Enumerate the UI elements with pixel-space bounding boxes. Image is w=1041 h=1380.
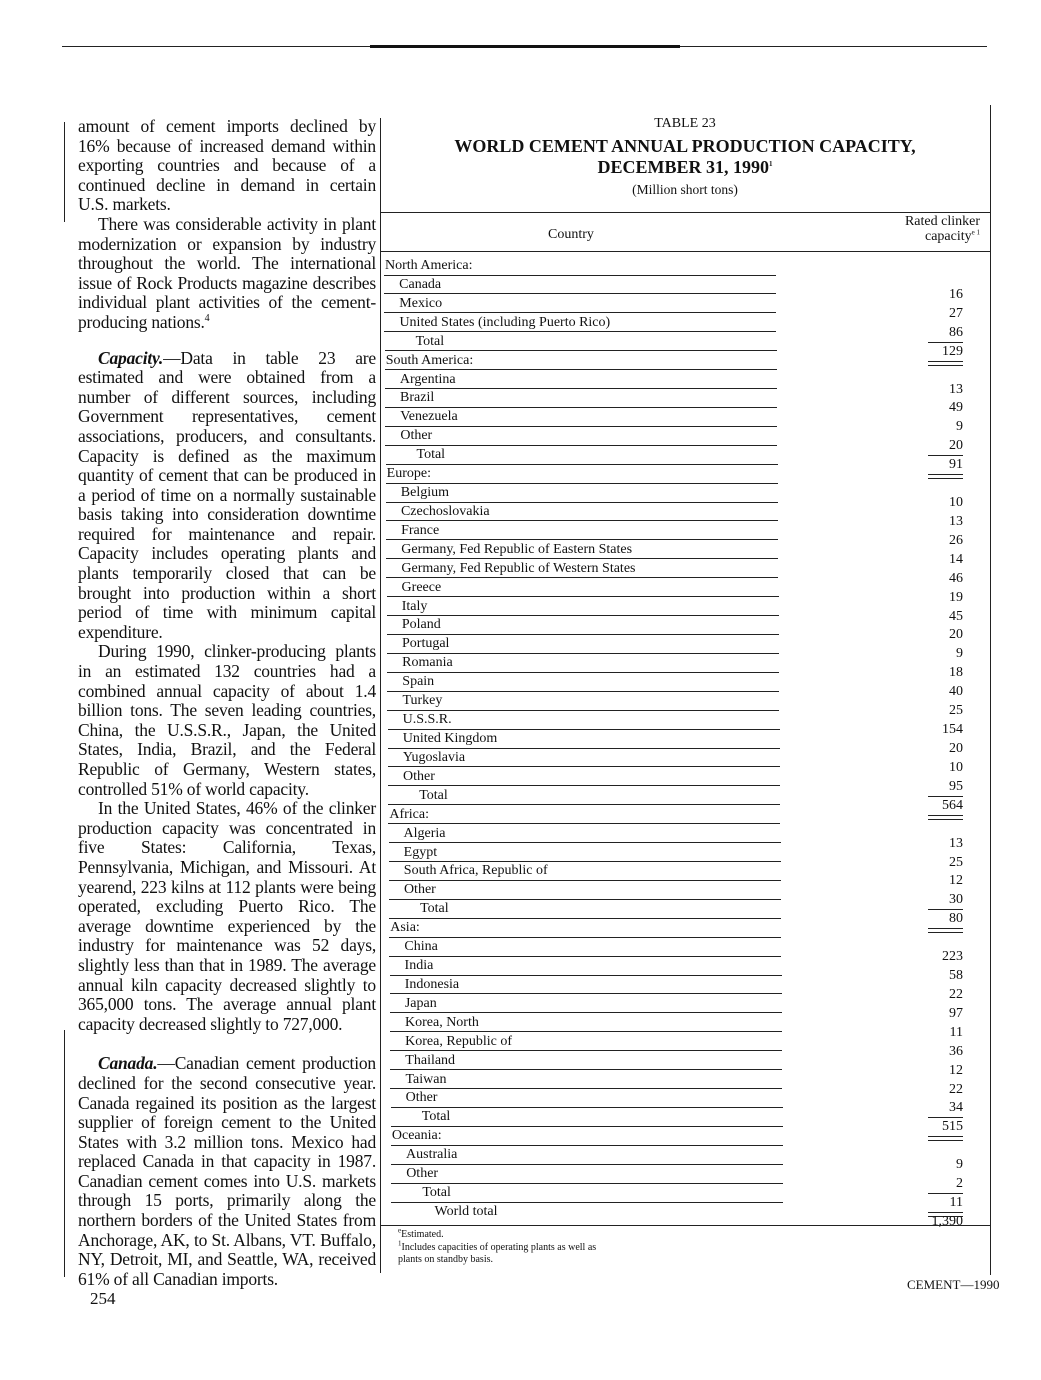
- paragraph-canada: [78, 1054, 376, 1289]
- row-leader-line: [391, 1126, 783, 1127]
- row-value: 30: [949, 892, 963, 908]
- row-label: South America:: [385, 352, 474, 368]
- footnote-standby: [398, 1239, 597, 1266]
- row-leader-line: [390, 1088, 782, 1089]
- row-value: 20: [949, 741, 963, 756]
- row-leader-line: [389, 899, 781, 900]
- row-value: 49: [949, 400, 963, 416]
- row-label: Poland: [401, 617, 441, 633]
- subtotal-rule: [928, 1193, 963, 1194]
- row-leader-line: [390, 1012, 782, 1013]
- right-margin-rule: [990, 105, 991, 1275]
- column-header-capacity: [880, 214, 980, 244]
- row-leader-line: [388, 766, 780, 767]
- row-label: Asia:: [390, 920, 420, 936]
- row-leader-line: [385, 388, 777, 389]
- row-label: Venezuela: [400, 409, 458, 425]
- row-label: Germany, Fed Republic of Western States: [401, 560, 636, 576]
- row-label: Taiwan: [405, 1071, 447, 1087]
- row-leader-line: [387, 596, 779, 597]
- row-leader-line: [391, 1145, 783, 1146]
- row-label: Argentina: [399, 371, 456, 387]
- paragraph-capacity: [78, 349, 376, 643]
- row-label: Other: [406, 1166, 439, 1182]
- row-value: 36: [949, 1043, 963, 1059]
- row-value: 22: [949, 986, 963, 1002]
- row-leader-line: [386, 483, 778, 484]
- row-label: Other: [403, 882, 436, 898]
- footnote-ref-4: 4: [204, 313, 210, 325]
- row-leader-line: [385, 407, 777, 408]
- page-number: 254: [90, 1289, 116, 1308]
- row-value: 10: [949, 759, 963, 775]
- table-title-note: 1: [769, 160, 773, 168]
- row-value: 564: [942, 797, 963, 813]
- running-footer: CEMENT—1990: [907, 1277, 1000, 1292]
- row-label: Portugal: [402, 636, 450, 652]
- row-leader-line: [388, 823, 780, 824]
- row-value: 11: [949, 1024, 963, 1040]
- row-leader-line: [391, 1164, 783, 1165]
- row-leader-line: [388, 729, 780, 730]
- row-label: Korea, North: [405, 1014, 479, 1030]
- footnote-standby-mark: 1: [398, 1239, 402, 1248]
- row-leader-line: [387, 691, 779, 692]
- paragraph-capacity-text: —Data in table 23 are estimated and were obtained from a number of different sources, including Government representatives, cement associations, producers, and consultants. Capacity is defined as the maximum quantity of cement that can be produced in a period of time on a normally sustainable basis taking into consideration downtime required for maintenance and repair. Capacity includes operating plants and plants temporarily closed that can be brought into production within a short period of time with minimum capital expenditure.: [78, 347, 376, 642]
- row-value: 86: [949, 324, 963, 340]
- row-label: Canada: [399, 276, 442, 292]
- row-leader-line: [390, 975, 782, 976]
- paragraph-modernization: [78, 215, 376, 333]
- row-label: Oceania:: [391, 1128, 442, 1144]
- row-label: Mexico: [399, 295, 443, 311]
- row-value: 9: [956, 419, 963, 435]
- row-leader-line: [385, 350, 777, 351]
- row-value: 26: [949, 532, 963, 548]
- canada-heading: Canada.: [98, 1053, 158, 1074]
- table-title-date: DECEMBER 31, 1990: [597, 157, 769, 177]
- row-label: Greece: [401, 579, 442, 595]
- table-header-bottom-rule: [380, 251, 990, 252]
- row-label: Belgium: [400, 485, 450, 501]
- table-units: (Million short tons): [632, 182, 738, 197]
- table-title: [380, 136, 990, 178]
- left-margin-rule-lower: [64, 1030, 65, 1277]
- row-value: 18: [949, 665, 963, 681]
- table-header-top-rule: [380, 212, 990, 213]
- row-value: 9: [956, 646, 963, 662]
- column-header-capacity-line2: [880, 229, 980, 244]
- subtotal-rule: [928, 455, 963, 456]
- row-value: 13: [949, 835, 963, 851]
- row-label: Egypt: [403, 844, 438, 860]
- row-label: Indonesia: [404, 976, 460, 992]
- row-label: Australia: [406, 1147, 458, 1163]
- total-double-rule: [928, 928, 963, 933]
- subtotal-rule: [928, 796, 963, 797]
- row-label: Africa:: [389, 806, 429, 822]
- row-label: Total: [422, 1185, 451, 1201]
- row-leader-line: [387, 634, 779, 635]
- row-label: North America:: [385, 258, 473, 273]
- paragraph-1990-plants: During 1990, clinker-producing plants in an estimated 132 countries had a combined annual capacity of about 1.4 billion tons. The seven leading countries, China, the U.S.S.R., Japan, the United States, India, Brazil, and the Federal Republic of Germany, Western states, controlled 51% of world capacity.: [78, 641, 376, 799]
- row-leader-line: [390, 1031, 782, 1032]
- row-value: 14: [949, 551, 963, 567]
- row-leader-line: [390, 1050, 782, 1051]
- row-leader-line: [391, 1202, 783, 1203]
- row-label: Czechoslovakia: [400, 503, 490, 519]
- row-leader-line: [387, 653, 779, 654]
- row-leader-line: [389, 842, 781, 843]
- row-leader-line: [390, 1069, 782, 1070]
- row-label: Total: [420, 901, 449, 917]
- row-label: Total: [415, 333, 445, 349]
- row-leader-line: [384, 275, 776, 276]
- row-value: 20: [949, 438, 963, 454]
- row-value: 27: [949, 305, 963, 321]
- top-rule-accent: [370, 45, 680, 48]
- row-leader-line: [389, 956, 781, 957]
- row-value: 34: [949, 1100, 963, 1116]
- row-label: Germany, Fed Republic of Eastern States: [401, 541, 633, 557]
- paragraph-united-states: In the United States, 46% of the clinker production capacity was concentrated in five States: California, Texas, Pennsylvania, Michigan, and Missouri. At yearend, 223 kilns at 112 plants were being operated, excluding Puerto Rico. The average downtime experienced by the industry for maintenance was 52 days, slightly less than that in 1989. The average annual kiln capacity decreased slightly to 365,000 tons. The average annual plant capacity decreased slightly to 727,000.: [78, 798, 376, 1034]
- subtotal-rule: [928, 342, 963, 343]
- row-leader-line: [384, 331, 776, 332]
- row-leader-line: [388, 785, 780, 786]
- row-value: 25: [949, 854, 963, 870]
- row-leader-line: [388, 804, 780, 805]
- total-double-rule: [928, 474, 963, 479]
- total-double-rule: [928, 1136, 963, 1141]
- row-label: India: [404, 958, 434, 974]
- row-leader-line: [390, 993, 782, 994]
- row-value: 25: [949, 703, 963, 719]
- row-label: United States (including Puerto Rico): [399, 314, 611, 330]
- row-leader-line: [389, 861, 781, 862]
- row-value: 97: [949, 1005, 963, 1021]
- row-label: South Africa, Republic of: [403, 863, 548, 879]
- row-leader-line: [385, 369, 777, 370]
- row-value: 16: [949, 286, 963, 302]
- row-value: 12: [949, 873, 963, 889]
- table-bottom-rule: [380, 1225, 990, 1226]
- paragraph-imports: amount of cement imports declined by 16% because of increased demand within exporting countries and because of a continued decline in demand in certain U.S. markets.: [78, 116, 376, 215]
- row-label: Turkey: [402, 693, 443, 709]
- row-label: Other: [405, 1090, 438, 1106]
- row-leader-line: [386, 502, 778, 503]
- column-header-country: Country: [548, 227, 594, 242]
- row-leader-line: [384, 293, 776, 294]
- row-leader-line: [386, 558, 778, 559]
- footnote-standby-line2: plants on standby basis.: [398, 1254, 493, 1265]
- row-value: 223: [942, 949, 963, 965]
- row-value: 1,390: [931, 1214, 963, 1229]
- row-leader-line: [386, 539, 778, 540]
- row-label: Total: [421, 1109, 451, 1125]
- table-title-line2: [380, 157, 990, 178]
- subtotal-rule: [928, 909, 963, 910]
- row-value: 45: [949, 608, 963, 624]
- row-label: Romania: [402, 655, 453, 671]
- column-header-capacity-note: e 1: [971, 228, 980, 237]
- row-value: 20: [949, 627, 963, 643]
- paragraph-modernization-text: There was considerable activity in plant modernization or expansion by industry throughout the world. The international issue of Rock Products magazine describes individual plant activities of the cement-producing nations.: [78, 213, 376, 332]
- footnote-estimated-text: Estimated.: [401, 1229, 444, 1240]
- row-leader-line: [387, 672, 779, 673]
- row-value: 9: [956, 1157, 963, 1173]
- footnote-estimated: [398, 1226, 444, 1241]
- row-leader-line: [389, 937, 781, 938]
- row-leader-line: [385, 445, 777, 446]
- total-double-rule: [928, 815, 963, 820]
- row-label: Korea, Republic of: [405, 1033, 513, 1049]
- row-leader-line: [389, 880, 781, 881]
- row-value: 10: [949, 495, 963, 511]
- row-label: China: [404, 939, 438, 955]
- column-header-capacity-word: capacity: [925, 229, 972, 244]
- footnote-estimated-mark: e: [398, 1226, 402, 1235]
- row-value: 80: [949, 911, 963, 927]
- row-label: Total: [419, 787, 448, 803]
- footnote-standby-line1: Includes capacities of operating plants as well as: [401, 1242, 597, 1253]
- table-title-line1: WORLD CEMENT ANNUAL PRODUCTION CAPACITY,: [454, 136, 916, 156]
- row-value: 13: [949, 381, 963, 397]
- row-label: France: [401, 522, 440, 538]
- row-value: 2: [956, 1176, 963, 1192]
- row-label: Spain: [402, 674, 435, 690]
- row-value: 515: [942, 1119, 963, 1135]
- row-leader-line: [388, 748, 780, 749]
- row-value: 129: [942, 343, 963, 359]
- row-leader-line: [389, 918, 781, 919]
- column-divider: [380, 118, 381, 1273]
- row-leader-line: [384, 312, 776, 313]
- row-label: United Kingdom: [402, 731, 498, 746]
- row-value: 58: [949, 968, 963, 984]
- row-value: 19: [949, 589, 963, 605]
- row-label: Algeria: [403, 825, 446, 841]
- row-leader-line: [387, 710, 779, 711]
- row-value: 91: [949, 457, 963, 473]
- row-label: Yugoslavia: [402, 749, 466, 765]
- total-double-rule: [928, 361, 963, 366]
- row-leader-line: [386, 577, 778, 578]
- capacity-heading: Capacity.: [98, 347, 164, 368]
- row-label: Thailand: [405, 1052, 456, 1068]
- row-label: Brazil: [400, 390, 435, 406]
- row-value: 95: [949, 778, 963, 794]
- row-value: 11: [949, 1195, 963, 1211]
- row-label: Other: [400, 428, 433, 444]
- paragraph-canada-text: —Canadian cement production declined for the second consecutive year. Canada regained its position as the largest supplier of foreign cement to the United States with 3.2 million tons. Mexico had replaced Canada in that capacity in 1987. Canadian cement comes into U.S. markets through 15 ports, primarily along the northern borders of the United States from Anchorage, AK, to St. Albans, VT. Buffalo, NY, Detroit, MI, and Seattle, WA, received 61% of all Canadian imports.: [78, 1053, 376, 1289]
- row-value: 46: [949, 570, 963, 586]
- left-margin-rule: [64, 122, 65, 222]
- row-label: Total: [416, 447, 446, 463]
- row-leader-line: [385, 426, 777, 427]
- column-header-capacity-line1: Rated clinker: [904, 214, 980, 229]
- row-leader-line: [391, 1107, 783, 1108]
- subtotal-rule: [928, 1117, 963, 1118]
- row-label: U.S.S.R.: [402, 712, 452, 728]
- row-label: Other: [403, 768, 435, 784]
- row-value: 154: [942, 722, 963, 738]
- row-value: 22: [949, 1081, 963, 1097]
- row-leader-line: [386, 464, 778, 465]
- row-leader-line: [391, 1183, 783, 1184]
- left-text-column: [78, 117, 376, 1289]
- row-label: World total: [434, 1204, 498, 1219]
- row-value: 13: [949, 513, 963, 529]
- row-label: Italy: [401, 598, 428, 614]
- row-leader-line: [386, 520, 778, 521]
- row-leader-line: [387, 615, 779, 616]
- row-label: Europe:: [386, 466, 431, 482]
- row-label: Japan: [404, 995, 437, 1011]
- row-value: 40: [949, 684, 963, 700]
- table-number: TABLE 23: [654, 116, 716, 131]
- row-value: 12: [949, 1062, 963, 1078]
